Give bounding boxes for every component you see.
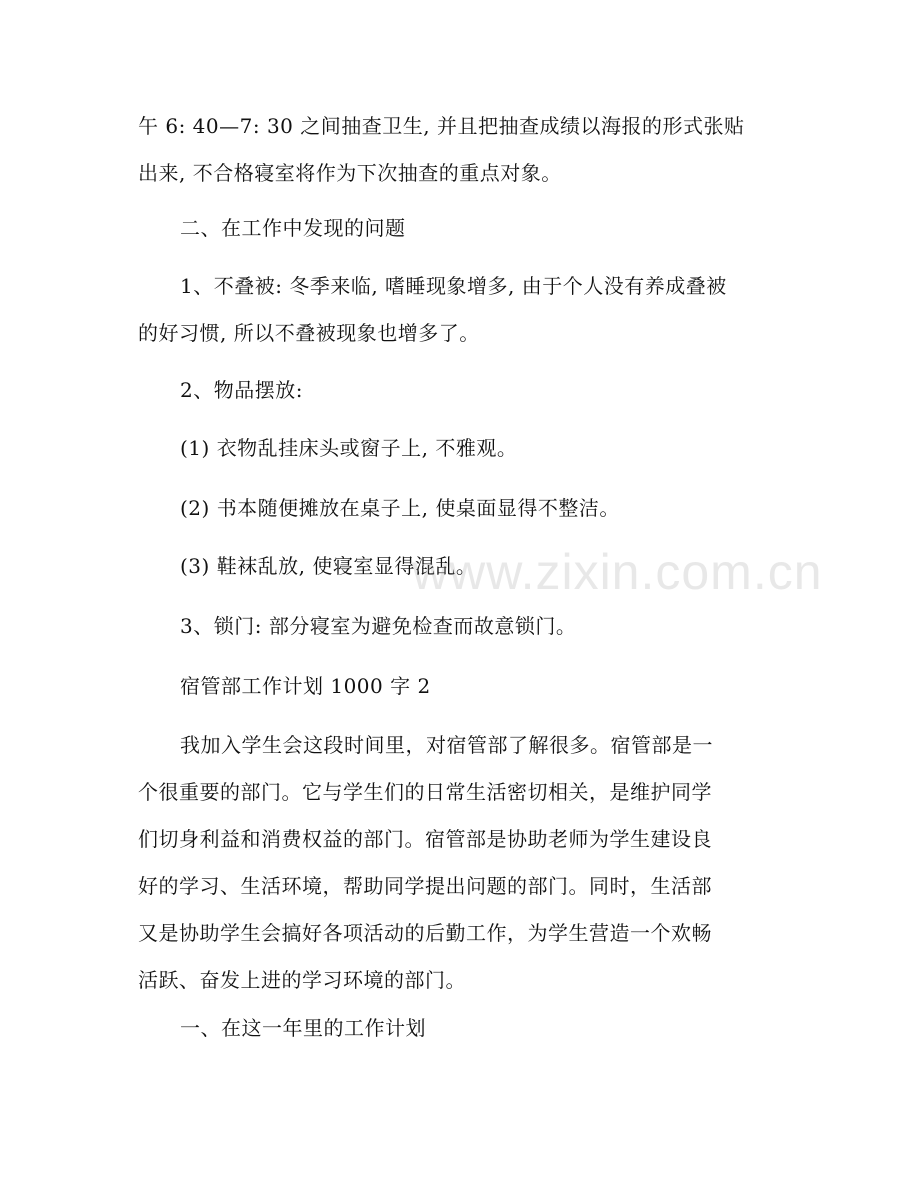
paragraph-continuation: 午 6: 40—7: 30 之间抽查卫生, 并且把抽查成绩以海报的形式张贴 出来, 不合格寝室将作为下次抽查的重点对象。 (138, 114, 745, 185)
list-item-2-1: (1) 衣物乱挂床头或窗子上, 不雅观。 (180, 436, 518, 460)
section-heading-plan: 一、在这一年里的工作计划 (180, 1016, 426, 1040)
paragraph-problem-1: 1、不叠被: 冬季来临, 嗜睡现象增多, 由于个人没有养成叠被 的好习惯, 所以不叠被现象也增多了。 (138, 274, 727, 345)
paragraph-intro: 我加入学生会这段时间里，对宿管部了解很多。宿管部是一 个很重要的部门。它与学生们的日常生活密切相关，是维护同学 们切身利益和消费权益的部门。宿管部是协助老师为学生建设良 好的学习、生活环境，帮助同学提出问题的部门。同时，生活部 又是协助学生会搞好各项活动的后勤工作，为学生营造一个欢畅 活跃、奋发上进的学习环境的部门。 (138, 733, 713, 992)
paragraph-problem-2: 2、物品摆放: (180, 378, 303, 402)
list-item-2-3: (3) 鞋袜乱放, 使寝室显得混乱。 (180, 554, 477, 578)
watermark-text: www.zixin.com.cn (412, 544, 823, 600)
paragraph-problem-3: 3、锁门: 部分寝室为避免检查而故意锁门。 (180, 614, 577, 638)
document-title-2: 宿管部工作计划 1000 字 2 (180, 674, 431, 698)
section-heading-problems: 二、在工作中发现的问题 (180, 216, 406, 240)
list-item-2-2: (2) 书本随便摊放在桌子上, 使桌面显得不整洁。 (180, 496, 620, 520)
